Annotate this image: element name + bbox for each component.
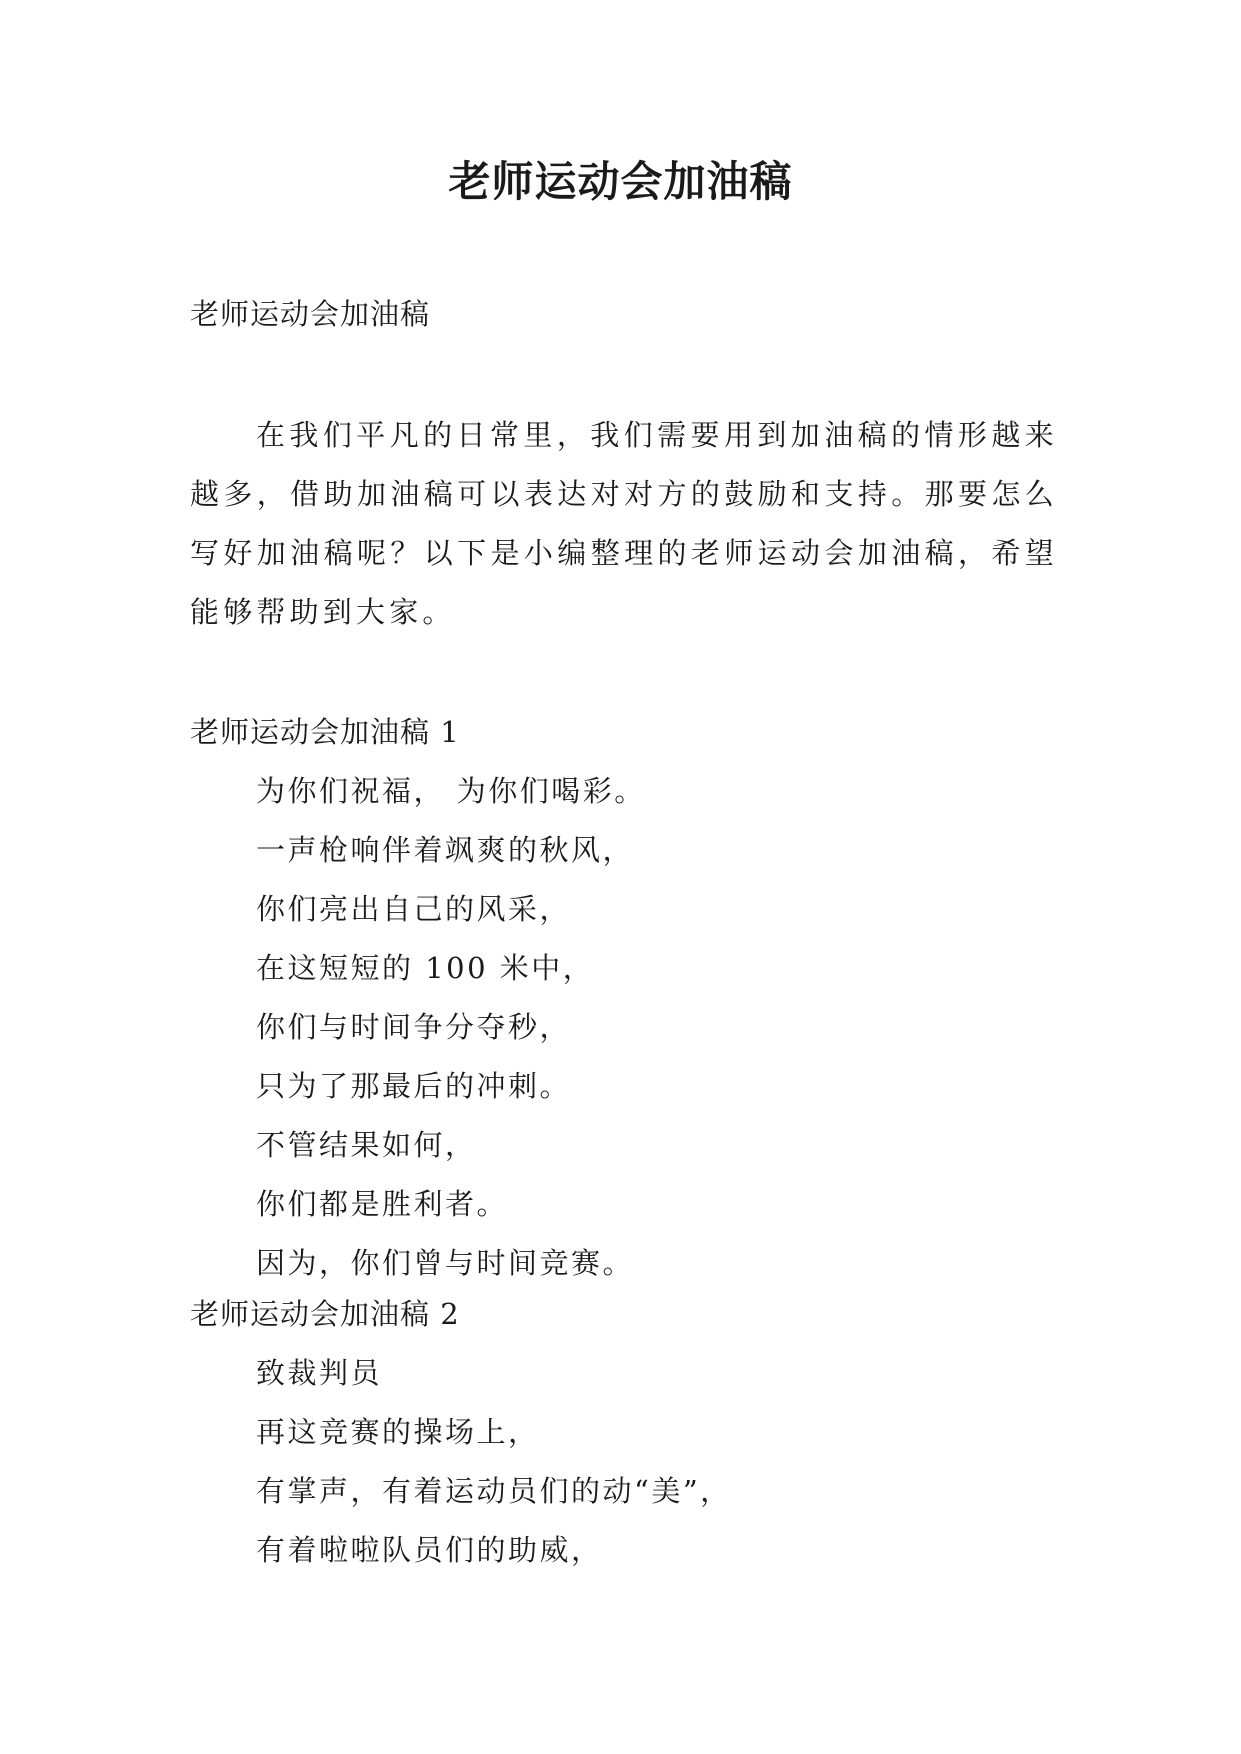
verse-line: 在这短短的 100 米中，: [256, 951, 595, 985]
document-title: 老师运动会加油稿: [448, 157, 793, 206]
verse-line: 致裁判员: [256, 1356, 383, 1390]
verse-line: 只为了那最后的冲刺。: [256, 1069, 572, 1103]
verse-line: 一声枪响伴着飒爽的秋风，: [256, 833, 635, 867]
document-subtitle: 老师运动会加油稿: [190, 297, 431, 331]
verse-line: 再这竞赛的操场上，: [256, 1415, 540, 1449]
verse-line: 你们亮出自己的风采，: [256, 892, 572, 926]
section-heading: 老师运动会加油稿 2: [190, 1297, 460, 1331]
verse-line: 你们都是胜利者。: [256, 1187, 509, 1221]
verse-line: 有着啦啦队员们的助威，: [256, 1533, 603, 1567]
intro-paragraph: 在我们平凡的日常里，我们需要用到加油稿的情形越来越多，借助加油稿可以表达对对方的鼓励和支持。那要怎么写好加油稿呢？以下是小编整理的老师运动会加油稿，希望能够帮助到大家。: [190, 418, 1058, 629]
verse-line: 不管结果如何，: [256, 1128, 477, 1162]
verse-line: 有掌声，有着运动员们的动“美”，: [256, 1474, 732, 1508]
section-1: [190, 703, 1058, 1293]
section-heading: 老师运动会加油稿 1: [190, 715, 460, 749]
verse-line: 为你们祝福， 为你们喝彩。: [256, 774, 646, 808]
verse-line: 你们与时间争分夺秒，: [256, 1010, 572, 1044]
section-2: [190, 1285, 1058, 1580]
verse-line: 因为，你们曾与时间竞赛。: [256, 1246, 635, 1280]
